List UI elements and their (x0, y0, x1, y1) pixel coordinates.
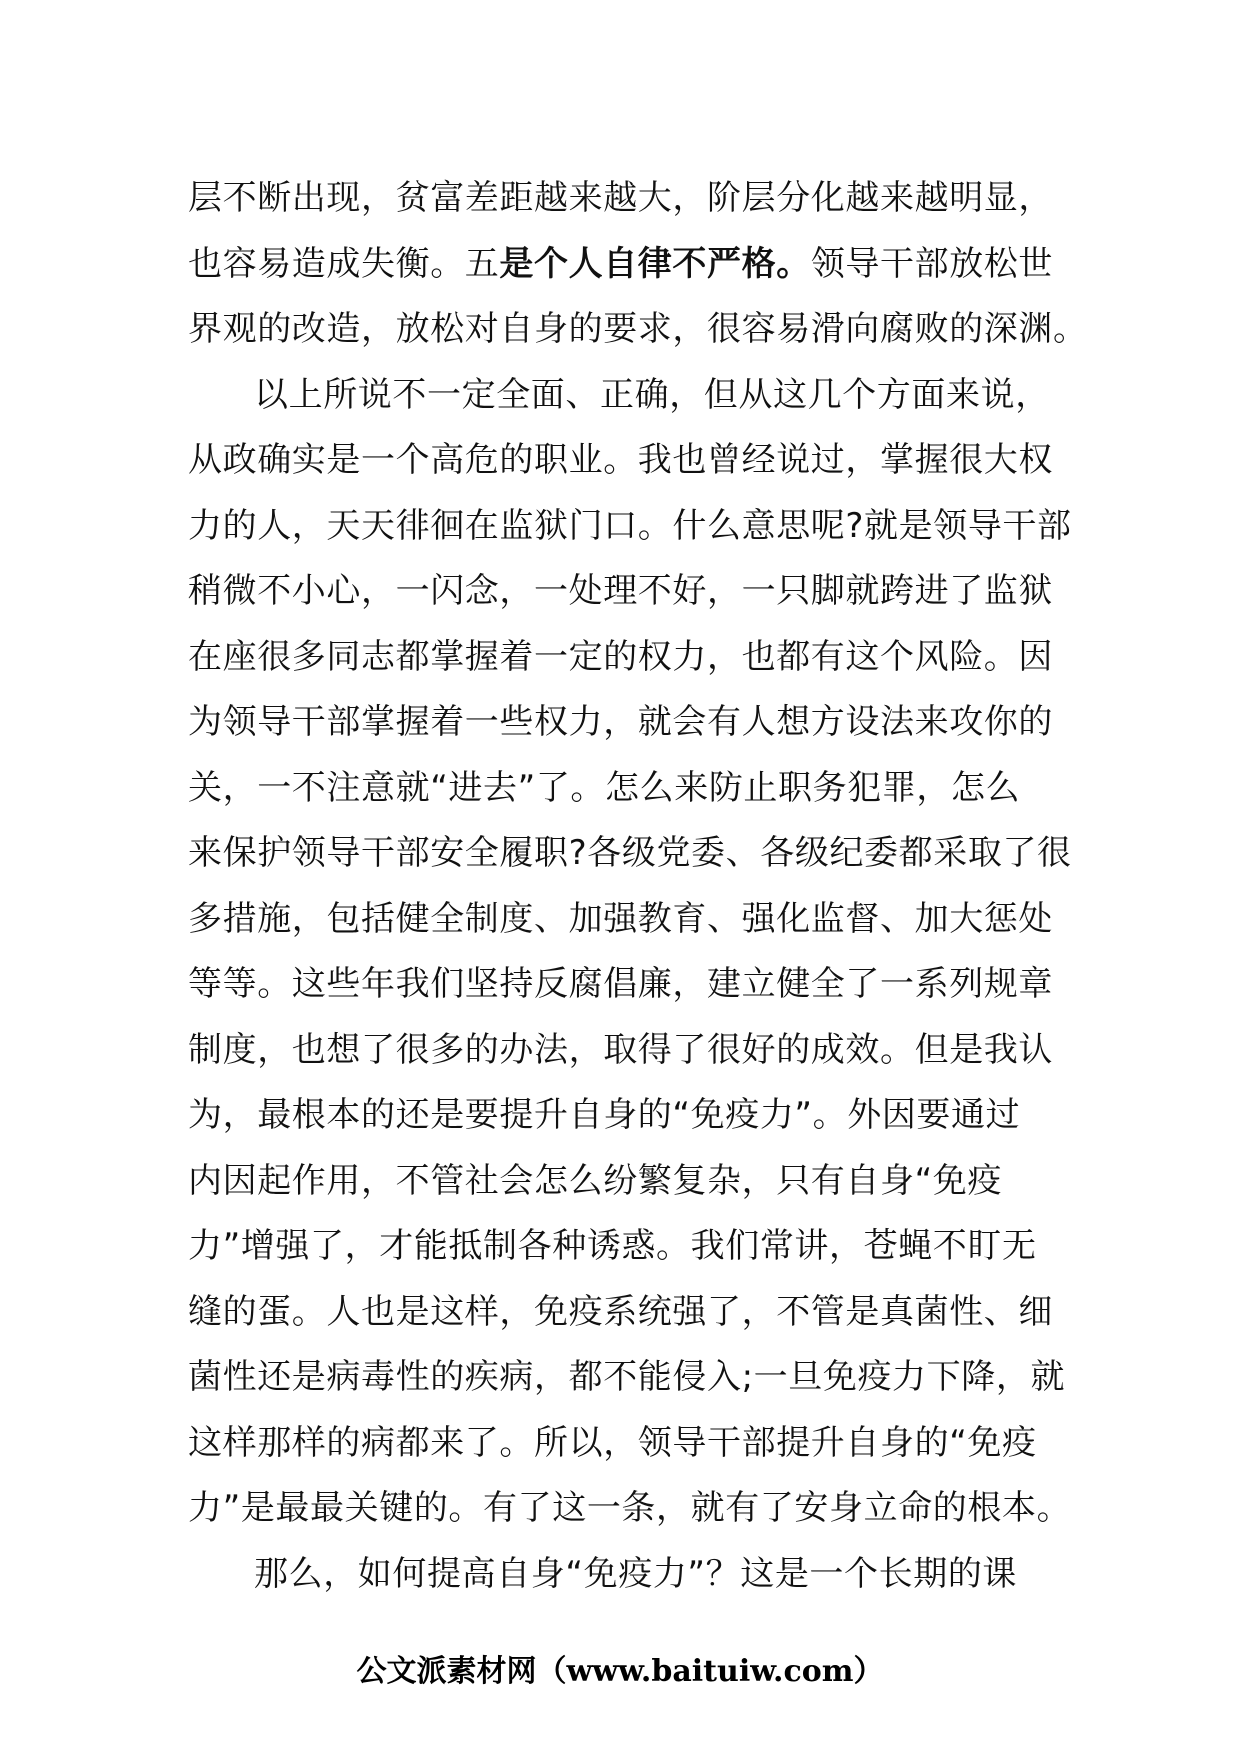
text-line: 来保护领导干部安全履职?各级党委、各级纪委都采取了很 (188, 833, 1072, 873)
footer-watermark: 公文派素材网（www.baituiw.com） (356, 1654, 884, 1689)
text-line: 层不断出现，贫富差距越来越大，阶层分化越来越明显， (188, 178, 1053, 218)
bold-heading: 是个人自律不严格。 (499, 243, 811, 284)
text-line: 等等。这些年我们坚持反腐倡廉，建立健全了一系列规章 (188, 964, 1053, 1004)
text-line: 稍微不小心，一闪念，一处理不好，一只脚就跨进了监狱 (188, 571, 1053, 611)
text-line: 为领导干部掌握着一些权力，就会有人想方设法来攻你的 (188, 702, 1053, 742)
paragraph-start-line: 以上所说不一定全面、正确，但从这几个方面来说， (254, 374, 1050, 415)
text-line: 力”是最最关键的。有了这一条，就有了安身立命的根本。 (188, 1488, 1072, 1528)
text-line: 内因起作用，不管社会怎么纷繁复杂，只有自身“免疫 (188, 1160, 1003, 1201)
body-text (188, 166, 1088, 1607)
text-line: 关，一不注意就“进去”了。怎么来防止职务犯罪，怎么 (188, 767, 1021, 808)
paragraph-start-line: 那么，如何提高自身“免疫力”？这是一个长期的课 (254, 1553, 1018, 1594)
text-line: 在座很多同志都掌握着一定的权力，也都有这个风险。因 (188, 636, 1053, 677)
text-line: 多措施，包括健全制度、加强教育、强化监督、加大惩处 (188, 898, 1053, 939)
text-segment: 也容易造成失衡。五 (188, 243, 500, 284)
text-segment: 领导干部放松世 (810, 243, 1054, 284)
text-line: 菌性还是病毒性的疾病，都不能侵入;一旦免疫力下降，就 (188, 1357, 1066, 1397)
text-line: 界观的改造，放松对自身的要求，很容易滑向腐败的深渊。 (188, 309, 1088, 349)
text-line: 力的人，天天徘徊在监狱门口。什么意思呢?就是领导干部 (188, 505, 1072, 546)
text-line: 从政确实是一个高危的职业。我也曾经说过，掌握很大权 (188, 440, 1053, 480)
text-line: 缝的蛋。人也是这样，免疫系统强了，不管是真菌性、细 (188, 1291, 1053, 1332)
text-line: 为，最根本的还是要提升自身的“免疫力”。外因要通过 (188, 1095, 1021, 1135)
text-line (188, 232, 1058, 298)
text-line: 制度，也想了很多的办法，取得了很好的成效。但是我认 (188, 1029, 1053, 1070)
text-line: 这样那样的病都来了。所以，领导干部提升自身的“免疫 (188, 1422, 1037, 1463)
text-line: 力”增强了，才能抵制各种诱惑。我们常讲，苍蝇不盯无 (188, 1226, 1037, 1266)
